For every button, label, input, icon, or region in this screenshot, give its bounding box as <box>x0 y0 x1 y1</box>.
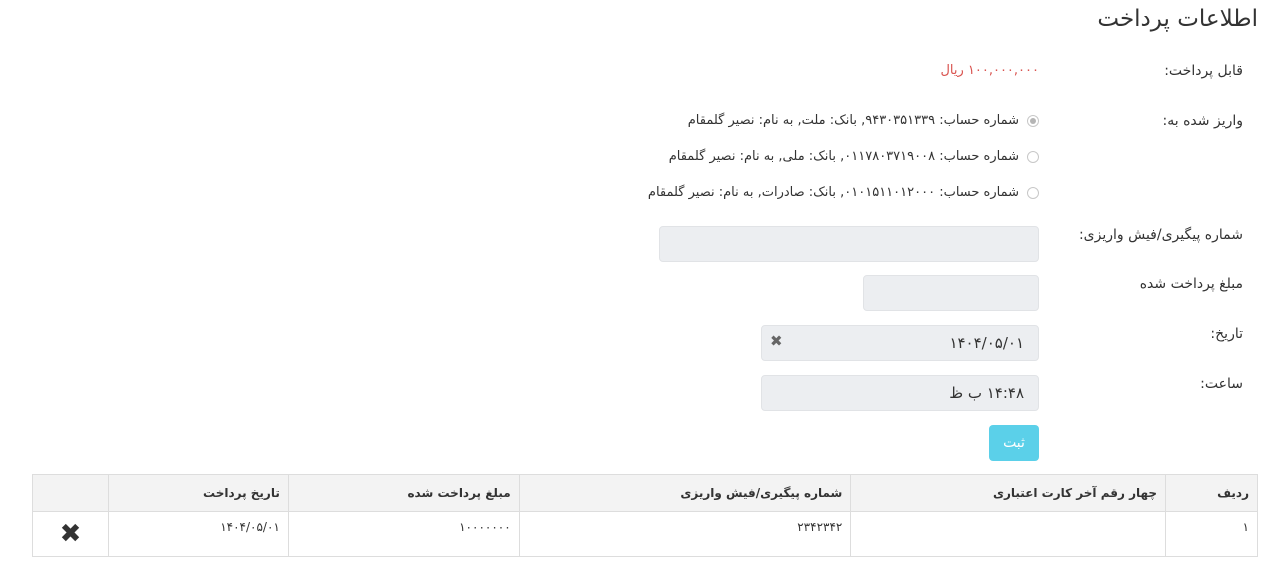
cell-card-digits <box>851 512 1166 557</box>
column-header-card-digits: چهار رقم آخر کارت اعتباری <box>851 475 1166 512</box>
account-option-text: شماره حساب: ۰۱۱۷۸۰۳۷۱۹۰۰۸, بانک: ملی, به نام: نصیر گلمقام <box>668 149 1019 164</box>
paid-amount-input[interactable] <box>863 275 1039 311</box>
cell-amount: ۱۰۰۰۰۰۰۰ <box>288 512 519 557</box>
column-header-tracking: شماره پیگیری/فیش واریزی <box>519 475 851 512</box>
column-header-actions <box>33 475 109 512</box>
date-label: تاریخ: <box>1210 326 1243 342</box>
paid-amount-label: مبلغ پرداخت شده <box>1139 276 1243 292</box>
account-option-saderat[interactable] <box>648 185 1039 200</box>
tracking-input[interactable] <box>659 226 1039 262</box>
date-input[interactable] <box>761 325 1039 361</box>
column-header-row-number: ردیف <box>1166 475 1258 512</box>
date-value: ۱۴۰۴/۰۵/۰۱ <box>949 334 1024 352</box>
cell-row-number: ۱ <box>1166 512 1258 557</box>
submit-button[interactable]: ثبت <box>989 425 1039 461</box>
account-radio-saderat[interactable] <box>1027 187 1039 199</box>
tracking-label: شماره پیگیری/فیش واریزی: <box>1078 227 1243 243</box>
time-label: ساعت: <box>1200 376 1243 392</box>
account-option-mellat[interactable] <box>688 113 1039 128</box>
column-header-amount: مبلغ پرداخت شده <box>288 475 519 512</box>
account-option-text: شماره حساب: ۰۱۰۱۵۱۱۰۱۲۰۰۰, بانک: صادرات, به نام: نصیر گلمقام <box>647 185 1019 200</box>
column-header-date: تاریخ پرداخت <box>108 475 288 512</box>
table-row <box>33 512 1258 557</box>
cell-date: ۱۴۰۴/۰۵/۰۱ <box>108 512 288 557</box>
deposited-to-label: واریز شده به: <box>1162 113 1243 129</box>
account-radio-melli[interactable] <box>1027 151 1039 163</box>
account-option-text: شماره حساب: ۹۴۳۰۳۵۱۳۳۹, بانک: ملت, به نام: نصیر گلمقام <box>687 113 1019 128</box>
account-option-melli[interactable] <box>669 149 1039 164</box>
payable-amount: ۱۰۰,۰۰۰,۰۰۰ ریال <box>940 63 1039 78</box>
delete-row-icon[interactable]: ✖ <box>33 512 109 557</box>
payments-table <box>32 474 1258 557</box>
table-header-row <box>33 475 1258 512</box>
cell-tracking: ۲۳۴۲۳۴۲ <box>519 512 851 557</box>
account-radio-mellat[interactable] <box>1027 115 1039 127</box>
page-title: اطلاعات پرداخت <box>1097 6 1258 32</box>
time-input[interactable]: ۱۴:۴۸ ب ظ <box>761 375 1039 411</box>
clear-date-icon[interactable]: ✖ <box>770 332 783 350</box>
payable-label: قابل پرداخت: <box>1164 63 1243 79</box>
